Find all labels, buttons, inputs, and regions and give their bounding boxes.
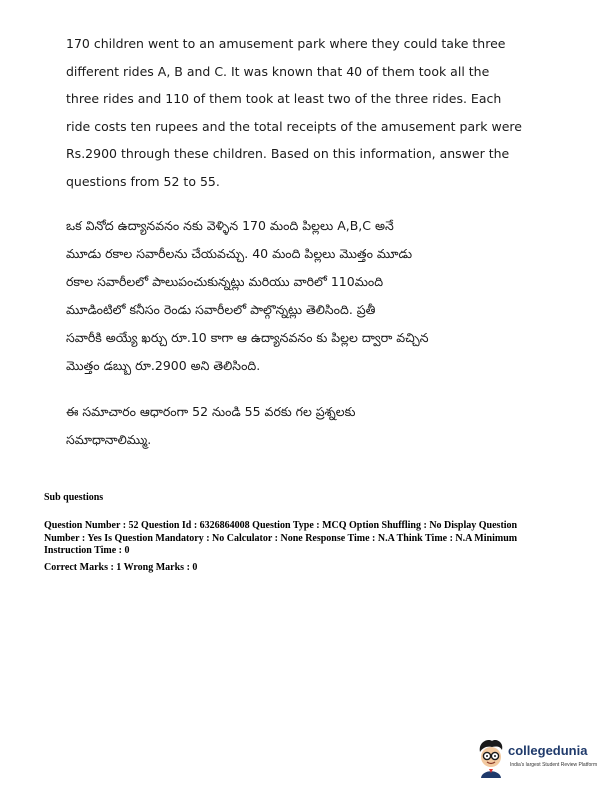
passage-line: questions from 52 to 55. bbox=[66, 173, 220, 189]
collegedunia-logo bbox=[474, 738, 606, 778]
logo-tagline: India's largest Student Review Platform bbox=[510, 762, 598, 768]
passage-line: రకాల సవారీలలో పాలుపంచుకున్నట్లు మరియు వారిలో 110మంది bbox=[66, 274, 384, 289]
question-info-line: Instruction Time : 0 bbox=[44, 545, 130, 556]
passage-line: 170 children went to an amusement park where they could take three bbox=[66, 36, 506, 51]
passage-line: మొత్తం డబ్బు రూ.2900 అని తెలిసింది. bbox=[66, 358, 261, 373]
passage-line: మూడింటిలో కనీసం రెండు సవారీలలో పాల్గొన్నట్లు తెలిసింది. ప్రతీ bbox=[66, 302, 376, 317]
passage-line: సమాధానాలిమ్ము. bbox=[66, 432, 152, 447]
english-passage bbox=[66, 30, 522, 195]
sub-questions-heading: Sub questions bbox=[44, 492, 104, 503]
passage-line: ride costs ten rupees and the total receipts of the amusement park were bbox=[66, 118, 522, 134]
telugu-passage bbox=[66, 212, 506, 380]
question-info-line: Question Number : 52 Question Id : 6326864008 Question Type : MCQ Option Shuffling : No Display Question bbox=[44, 520, 518, 531]
marks-line: Correct Marks : 1 Wrong Marks : 0 bbox=[44, 562, 198, 573]
passage-line: three rides and 110 of them took at least two of the three rides. Each bbox=[66, 91, 502, 106]
passage-line: ఒక వినోద ఉద్యానవనం నకు వెళ్ళిన 170 మంది పిల్లలు A,B,C అనే bbox=[66, 218, 394, 233]
mascot-icon bbox=[474, 738, 508, 778]
passage-line: సవారీకి అయ్యే ఖర్చు రూ.10 కాగా ఆ ఉద్యానవనం కు పిల్లల ద్వారా వచ్చిన bbox=[66, 330, 429, 345]
logo-brand-text: collegedunia bbox=[508, 743, 588, 758]
passage-line: ఈ సమాచారం ఆధారంగా 52 నుండి 55 వరకు గల ప్రశ్నలకు bbox=[66, 404, 356, 419]
passage-line: Rs.2900 through these children. Based on this information, answer the bbox=[66, 146, 510, 161]
passage-line: మూడు రకాల సవారీలను చేయవచ్చు. 40 మంది పిల్లలు మొత్తం మూడు bbox=[66, 246, 413, 261]
question-info-line: Number : Yes Is Question Mandatory : No Calculator : None Response Time : N.A Think Time : N.A Minimum bbox=[44, 532, 518, 544]
telugu-instruction bbox=[66, 398, 506, 454]
question-info bbox=[44, 520, 574, 558]
passage-line: different rides A, B and C. It was known that 40 of them took all the bbox=[66, 63, 490, 79]
